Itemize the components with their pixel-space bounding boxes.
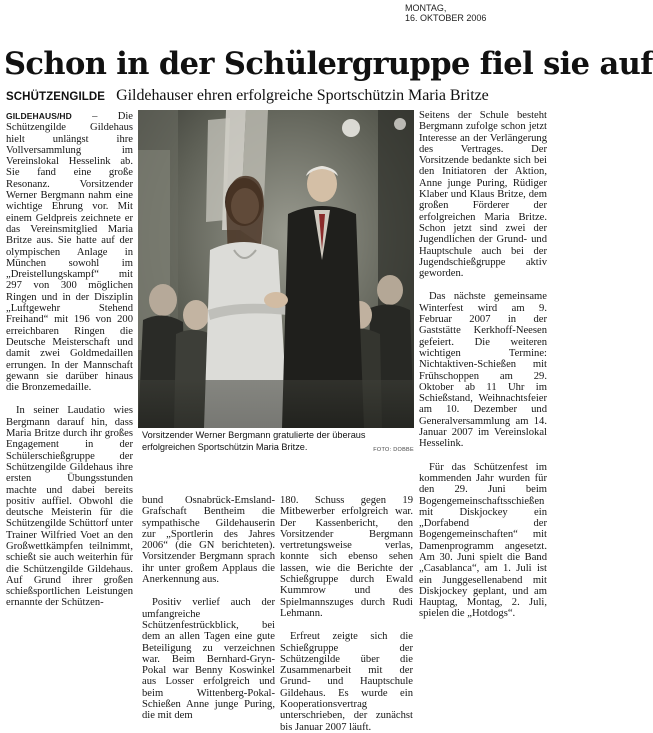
deck [6,87,552,105]
paragraph: 180. Schuss gegen 19 Mitbewerber erfolgreich war. Der Kassenbericht, den Vorsitzender Bergmann vertretungsweise verlas, konnte sich ebenso sehen lassen, wie die Berichte der Schießgruppe durch Ewald Kummrow und des Spielmannszuges durch Rudi Lehmann. [280,495,413,619]
paragraph: Seitens der Schule besteht Bergmann zufolge schon jetzt Interesse an der Verlängerung des Vertrages. Der Vorsitzende bedankte sich bei den Initiatoren der Aktion, Anne junge Puring, Rüdiger Klaber und Klaus Britze, dem großen Förderer der erfolgreichen Maria Britze. Schon jetzt sind zwei der Jugendlichen der Grund- und Hauptschule auch bei der Jugendschießgruppe aktiv geworden. [419,110,547,280]
article-column-4 [419,110,547,620]
photo-caption-text: Vorsitzender Werner Bergmann gratulierte der überaus erfolgreichen Sportschützin Maria Britze. [142,430,366,452]
paragraph: In seiner Laudatio wies Bergmann darauf hin, dass Maria Britze durch ihr großes Engagement in der Schülerschießgruppe der Schützengilde Gildehaus ihre ersten Übungsstunden machte und dabei bereits positiv auffiel. Obwohl die deutsche Meisterin für die Schützengilde Schüttorf unter Trainer Wilfried Voet an den Großwettkämpfen teilnimmt, schießt sie auch weiterhin für die Schützengilde Gildehaus. Auf Grund ihrer großen schießsportlichen Leistungen ernannte der Schützen- [6,405,133,609]
subheadline: Gildehauser ehren erfolgreiche Sportschützin Maria Britze [116,87,489,104]
paragraph: bund Osnabrück-Emsland-Grafschaft Bentheim die sympathische Gildehauserin zur „Sportlerin des Jahres 2006“ (die GN berichteten). Vorsitzender Bergmann sprach ihr unter großem Applaus die Anerkennung aus. [142,495,275,586]
date-day: 16. OKTOBER 2006 [405,13,487,23]
article-photo [138,110,414,428]
paragraph: Erfreut zeigte sich die Schießgruppe der Schützengilde über die Zusammenarbeit mit der Grund- und Hauptschule Gildehaus. Es wurde ein Kooperationsvertrag unterschrieben, der zunächst bis Januar 2007 läuft. [280,631,413,733]
article-column-3 [280,495,413,733]
paragraph [6,111,133,393]
paragraph: Positiv verlief auch der umfangreiche Schützenfestrückblick, bei dem an allen Tagen eine gute Beteiligung zu verzeichnen war. Beim Bernhard-Gryn-Pokal war Benny Koswinkel aus Losser erfolgreich und beim Wittenberg-Pokal-Schießen Anne junge Puring, die mit dem [142,597,275,722]
headline: Schon in der Schülergruppe fiel sie auf [4,46,653,82]
photo-caption [142,430,414,456]
dateline [405,3,545,23]
paragraph: Das nächste gemeinsame Winterfest wird am 9. Februar 2007 in der Gaststätte Kerkhoff-Neesen gefeiert. Die weiteren wichtigen Termine: Nichtaktiven-Schießen mit Frühschoppen am 29. Oktober ab 11 Uhr im Schießstand, Weihnachtsfeier am 10. Dezember und Generalversammlung am 14. Januar 2007 im Vereinslokal Hesselink. [419,291,547,450]
photo-illustration [138,110,414,428]
kicker: SCHÜTZENGILDE [6,91,106,103]
article-column-1 [6,111,133,609]
photo-credit: FOTO: DOBBE [373,446,414,453]
date-weekday: MONTAG, [405,3,447,13]
paragraph: Für das Schützenfest im kommenden Jahr wurden für den 29. Juni beim Bogengemeinschaftsschießen mit Diskjockey ein „Dorfabend der Bogengemeinschaften“ mit Damenprogramm angesetzt. Am 30. Juni spielt die Band „Casablanca“, am 1. Juli ist ein Junggesellenabend mit Diskjockey geplant, und am Hauptag, Montag, 2. Juli, spielen die „Hotdogs“. [419,461,547,620]
article-column-2 [142,495,275,722]
byline: GILDEHAUS/HD [6,111,72,121]
paragraph-text: – Die Schützengilde Gildehaus hielt unlängst ihre Vollversammlung im Vereinslokal Hesselink ab. Sie fand eine große Resonanz. Vorsitzender Werner Bergmann nahm eine wichtige Ehrung vor. Mit einem Geldpreis zeichnete er das Vereinsmitglied Maria Britze aus. Sie hatte auf der olympischen Anlage in München sowohl im „Dreistellungskampf“ mit 297 von 300 möglichen Ringen und in der Disziplin „Luftgewehr Stehend Freihand“ mit 196 von 200 erreichbaren Ringen die Deutsche Meisterschaft und damit zwei Goldmedaillen errungen. In der Mannschaft gewann sie darüber hinaus die Bronzemedaille. [6,111,133,394]
